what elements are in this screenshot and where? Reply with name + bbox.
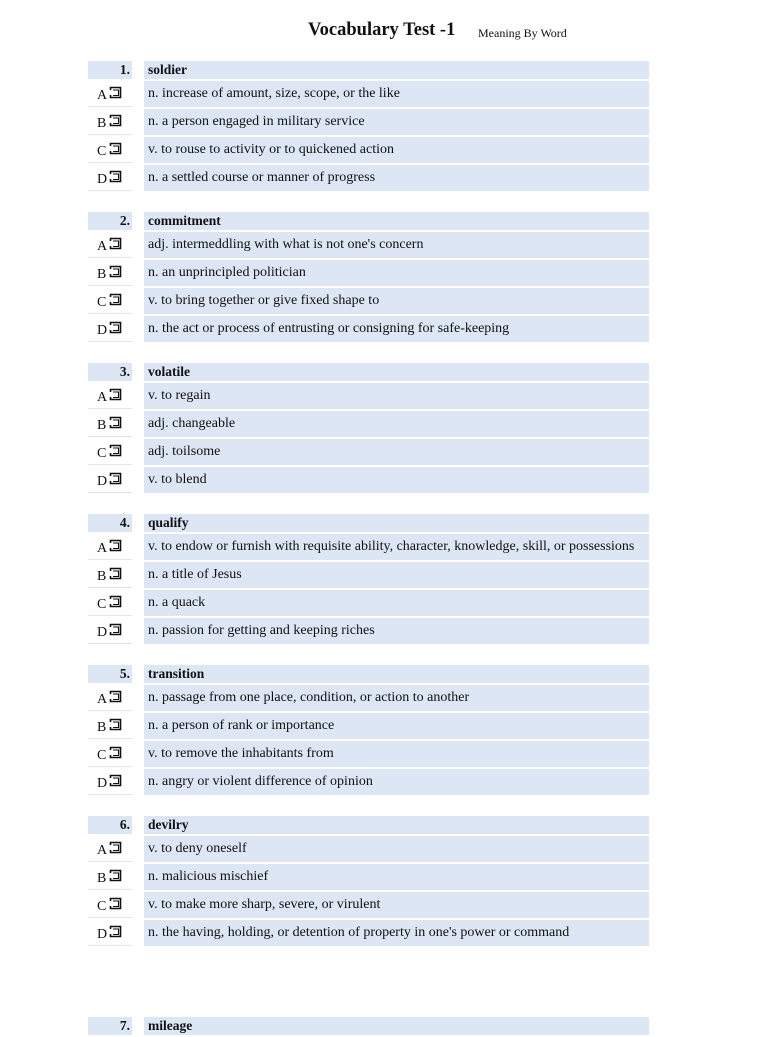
answer-option[interactable] (88, 232, 649, 258)
option-letter: A (97, 390, 108, 405)
checkbox-icon[interactable] (109, 170, 122, 183)
option-letter-cell (88, 836, 132, 862)
answer-option[interactable] (88, 383, 649, 409)
question-number: 3. (88, 363, 132, 381)
checkbox-icon[interactable] (109, 841, 122, 854)
checkbox-icon[interactable] (109, 925, 122, 938)
option-letter: B (97, 267, 107, 282)
option-letter-cell (88, 165, 132, 191)
question-block (88, 363, 649, 495)
option-text: v. to bring together or give fixed shape to (144, 288, 649, 314)
option-text: n. passion for getting and keeping riches (144, 618, 649, 644)
option-letter-cell (88, 892, 132, 918)
option-text: n. a person engaged in military service (144, 109, 649, 135)
question-block (88, 514, 649, 646)
question-header (88, 212, 649, 230)
answer-option[interactable] (88, 165, 649, 191)
option-text: v. to rouse to activity or to quickened action (144, 137, 649, 163)
option-text: adj. changeable (144, 411, 649, 437)
option-text: n. passage from one place, condition, or action to another (144, 685, 649, 711)
question-number: 4. (88, 514, 132, 532)
question-header (88, 61, 649, 79)
answer-option[interactable] (88, 439, 649, 465)
checkbox-icon[interactable] (109, 416, 122, 429)
option-letter: A (97, 239, 108, 254)
option-letter: D (97, 172, 108, 187)
checkbox-icon[interactable] (109, 623, 122, 636)
question-number: 7. (88, 1017, 132, 1035)
option-letter-cell (88, 411, 132, 437)
checkbox-icon[interactable] (109, 539, 122, 552)
answer-option[interactable] (88, 411, 649, 437)
answer-option[interactable] (88, 260, 649, 286)
checkbox-icon[interactable] (109, 265, 122, 278)
answer-option[interactable] (88, 534, 649, 560)
option-letter-cell (88, 562, 132, 588)
option-letter-cell (88, 713, 132, 739)
option-letter-cell (88, 288, 132, 314)
option-letter: D (97, 625, 108, 640)
checkbox-icon[interactable] (109, 142, 122, 155)
answer-option[interactable] (88, 137, 649, 163)
option-letter-cell (88, 685, 132, 711)
checkbox-icon[interactable] (109, 388, 122, 401)
checkbox-icon[interactable] (109, 472, 122, 485)
option-letter: D (97, 323, 108, 338)
title-row (0, 20, 768, 46)
option-letter-cell (88, 467, 132, 493)
option-letter-cell (88, 590, 132, 616)
checkbox-icon[interactable] (109, 595, 122, 608)
option-letter-cell (88, 741, 132, 767)
option-text: v. to deny oneself (144, 836, 649, 862)
option-letter: A (97, 843, 108, 858)
option-letter-cell (88, 864, 132, 890)
option-letter: C (97, 144, 107, 159)
option-text: n. a title of Jesus (144, 562, 649, 588)
option-text: adj. intermeddling with what is not one's concern (144, 232, 649, 258)
checkbox-icon[interactable] (109, 86, 122, 99)
option-text: n. angry or violent difference of opinion (144, 769, 649, 795)
question-word: transition (144, 665, 649, 683)
option-letter: D (97, 474, 108, 489)
checkbox-icon[interactable] (109, 897, 122, 910)
answer-option[interactable] (88, 920, 649, 946)
question-header (88, 514, 649, 532)
option-letter: C (97, 899, 107, 914)
checkbox-icon[interactable] (109, 690, 122, 703)
option-text: n. malicious mischief (144, 864, 649, 890)
option-letter-cell (88, 534, 132, 560)
option-letter-cell (88, 618, 132, 644)
question-word: qualify (144, 514, 649, 532)
question-number: 5. (88, 665, 132, 683)
option-letter: D (97, 776, 108, 791)
checkbox-icon[interactable] (109, 718, 122, 731)
answer-option[interactable] (88, 467, 649, 493)
question-header (88, 665, 649, 683)
option-text: n. a person of rank or importance (144, 713, 649, 739)
checkbox-icon[interactable] (109, 444, 122, 457)
checkbox-icon[interactable] (109, 293, 122, 306)
option-letter: C (97, 597, 107, 612)
answer-option[interactable] (88, 316, 649, 342)
checkbox-icon[interactable] (109, 114, 122, 127)
option-text: n. a quack (144, 590, 649, 616)
option-letter: A (97, 692, 108, 707)
option-text: v. to make more sharp, severe, or virulent (144, 892, 649, 918)
answer-option[interactable] (88, 81, 649, 107)
option-letter-cell (88, 81, 132, 107)
option-letter: A (97, 541, 108, 556)
option-text: v. to remove the inhabitants from (144, 741, 649, 767)
option-text: v. to blend (144, 467, 649, 493)
question-header (88, 363, 649, 381)
option-text: n. a settled course or manner of progress (144, 165, 649, 191)
question-block (88, 1017, 649, 1037)
option-letter: B (97, 569, 107, 584)
option-text: n. the having, holding, or detention of property in one's power or command (144, 920, 649, 946)
answer-option[interactable] (88, 685, 649, 711)
option-letter-cell (88, 769, 132, 795)
option-letter-cell (88, 137, 132, 163)
option-letter-cell (88, 920, 132, 946)
option-letter: C (97, 748, 107, 763)
question-header (88, 816, 649, 834)
question-number: 1. (88, 61, 132, 79)
option-letter: D (97, 927, 108, 942)
option-letter-cell (88, 109, 132, 135)
option-letter: B (97, 418, 107, 433)
question-word: volatile (144, 363, 649, 381)
page-title: Vocabulary Test -1 (308, 20, 456, 40)
option-text: v. to regain (144, 383, 649, 409)
answer-option[interactable] (88, 769, 649, 795)
checkbox-icon[interactable] (109, 567, 122, 580)
option-letter-cell (88, 383, 132, 409)
option-letter: A (97, 88, 108, 103)
question-block (88, 212, 649, 344)
question-block (88, 665, 649, 797)
option-letter: B (97, 871, 107, 886)
option-text: n. increase of amount, size, scope, or the like (144, 81, 649, 107)
question-word: devilry (144, 816, 649, 834)
option-letter: C (97, 446, 107, 461)
option-letter-cell (88, 232, 132, 258)
checkbox-icon[interactable] (109, 869, 122, 882)
option-letter: B (97, 116, 107, 131)
option-text: n. the act or process of entrusting or consigning for safe-keeping (144, 316, 649, 342)
page-subtitle: Meaning By Word (478, 26, 567, 40)
checkbox-icon[interactable] (109, 237, 122, 250)
question-number: 6. (88, 816, 132, 834)
question-word: commitment (144, 212, 649, 230)
checkbox-icon[interactable] (109, 746, 122, 759)
question-block (88, 61, 649, 193)
answer-option[interactable] (88, 590, 649, 616)
option-letter-cell (88, 439, 132, 465)
option-letter-cell (88, 316, 132, 342)
option-letter: C (97, 295, 107, 310)
answer-option[interactable] (88, 836, 649, 862)
option-text: n. an unprincipled politician (144, 260, 649, 286)
option-letter: B (97, 720, 107, 735)
option-text: v. to endow or furnish with requisite ability, character, knowledge, skill, or possessions (144, 534, 649, 560)
answer-option[interactable] (88, 562, 649, 588)
question-block (88, 816, 649, 948)
option-text: adj. toilsome (144, 439, 649, 465)
checkbox-icon[interactable] (109, 774, 122, 787)
answer-option[interactable] (88, 713, 649, 739)
answer-option[interactable] (88, 618, 649, 644)
answer-option[interactable] (88, 109, 649, 135)
answer-option[interactable] (88, 288, 649, 314)
option-letter-cell (88, 260, 132, 286)
question-word: mileage (144, 1017, 649, 1035)
question-number: 2. (88, 212, 132, 230)
answer-option[interactable] (88, 864, 649, 890)
question-word: soldier (144, 61, 649, 79)
answer-option[interactable] (88, 741, 649, 767)
answer-option[interactable] (88, 892, 649, 918)
question-header (88, 1017, 649, 1035)
checkbox-icon[interactable] (109, 321, 122, 334)
